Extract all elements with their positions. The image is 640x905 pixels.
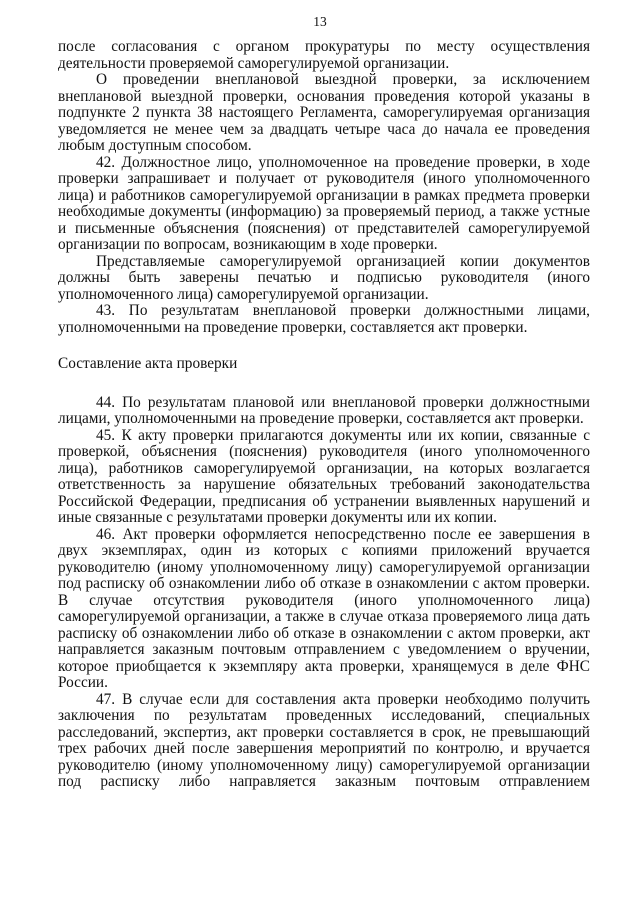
paragraph-47: 47. В случае если для составления акта проверки необходимо получить заключения по результатам проведенных исследований, специальных расследований, экспертиз, акт проверки составляется в срок, не превышающий трех рабочих дней после завершения мероприятий по контролю, и вручается руководителю (иному уполномоченному лицу) саморегулируемой организации под расписку либо направляется заказным почтовым отправлением [58,690,590,790]
paragraph-42: 42. Должностное лицо, уполномоченное на проведение проверки, в ходе проверки запрашивает и получает от руководителя (иного уполномоченного лица) и работников саморегулируемой организации в рамках предмета проверки необходимые документы (информацию) за проверяемый период, а также устные и письменные объяснения (пояснения) от представителей саморегулируемой организации по вопросам, возникающим в ходе проверки. [58,153,590,253]
page-number: 13 [313,14,327,29]
paragraph-44: 44. По результатам плановой или внеплановой проверки должностными лицами, уполномоченными на проведение проверки, составляется акт проверки. [58,393,590,427]
paragraph-45: 45. К акту проверки прилагаются документы или их копии, связанные с проверкой, объяснения (пояснения) руководителя (иного уполномоченного лица), работников саморегулируемой организации, на которых возлагается ответственность за нарушение обязательных требований законодательства Российской Федерации, предписания об устранении выявленных нарушений и иные связанные с результатами проверки документы или их копии. [58,426,590,526]
paragraph-notification: О проведении внеплановой выездной проверки, за исключением внеплановой выездной проверки, основания проведения которой указаны в подпункте 2 пункта 38 настоящего Регламента, саморегулируемая организация уведомляется не менее чем за двадцать четыре часа до начала ее проведения любым доступным способом. [58,71,590,154]
paragraph-continuation: после согласования с органом прокуратуры по месту осуществления деятельности проверяемой саморегулируемой организации. [58,38,590,72]
paragraph-43: 43. По результатам внеплановой проверки должностными лицами, уполномоченными на проведение проверки, составляется акт проверки. [58,302,590,336]
paragraph-copies-certified: Представляемые саморегулируемой организацией копии документов должны быть заверены печатью и подписью руководителя (иного уполномоченного лица) саморегулируемой организации. [58,252,590,303]
document-body [58,39,590,791]
section-heading: Составление акта проверки [58,355,238,372]
paragraph-46: 46. Акт проверки оформляется непосредственно после ее завершения в двух экземплярах, один из которых с копиями приложений вручается руководителю (иному уполномоченному лицу) саморегулируемой организации под расписку об ознакомлении либо об отказе в ознакомлении с актом проверки. В случае отсутствия руководителя (иного уполномоченного лица) саморегулируемой организации, а также в случае отказа проверяемого лица дать расписку об ознакомлении либо об отказе в ознакомлении с актом проверки, акт направляется заказным почтовым отправлением с уведомлением о вручении, которое приобщается к экземпляру акта проверки, хранящемуся в деле ФНС России. [58,525,590,691]
